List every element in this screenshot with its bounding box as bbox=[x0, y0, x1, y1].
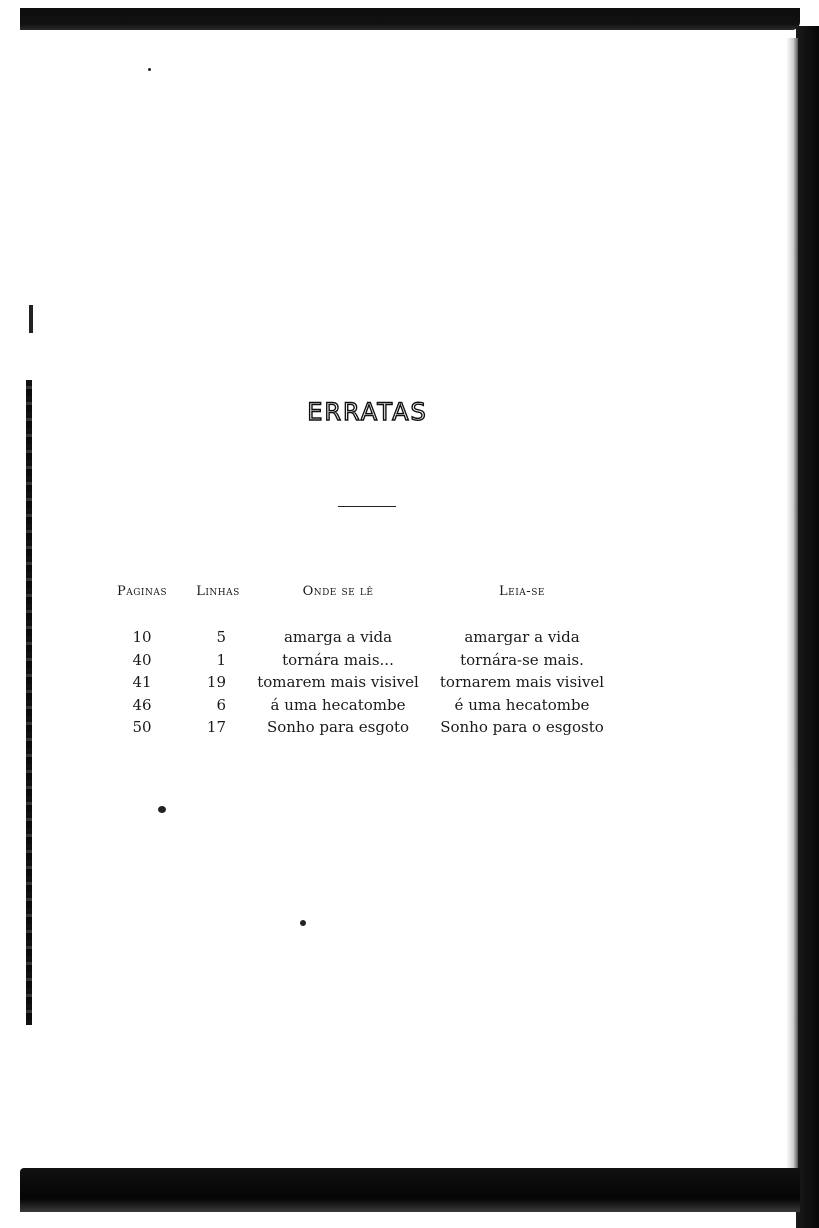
cell-leia-se: tornára-se mais. bbox=[460, 650, 584, 669]
scan-mark bbox=[29, 305, 33, 333]
cell-pagina: 41 bbox=[132, 673, 152, 691]
header-paginas: Paginas bbox=[116, 584, 168, 599]
page-edge-shadow bbox=[786, 38, 798, 1178]
table-row bbox=[108, 673, 628, 696]
cell-onde-se-le: amarga a vida bbox=[283, 628, 393, 646]
cell-onde-se-le: á uma hecatombe bbox=[270, 695, 406, 714]
cell-linha: 1 bbox=[216, 650, 226, 669]
cell-pagina: 46 bbox=[132, 695, 152, 714]
cell-onde-se-le: tornára mais... bbox=[282, 650, 394, 669]
page-title: ERRATAS bbox=[307, 398, 428, 426]
cell-leia-se: é uma hecatombe bbox=[454, 695, 590, 714]
scan-border-left bbox=[26, 380, 32, 1025]
cell-pagina: 10 bbox=[132, 628, 152, 646]
cell-leia-se: tornarem mais visivel bbox=[439, 673, 605, 691]
header-leia-se: Leia-se bbox=[499, 584, 545, 599]
cell-linha: 19 bbox=[206, 673, 226, 691]
table-row bbox=[108, 651, 628, 674]
scan-margin-top bbox=[0, 0, 819, 8]
cell-onde-se-le: Sonho para esgoto bbox=[266, 718, 410, 736]
table-header-row bbox=[108, 584, 628, 628]
table-row bbox=[108, 718, 628, 741]
ink-speck bbox=[300, 920, 306, 926]
cell-linha: 17 bbox=[206, 718, 226, 736]
errata-table bbox=[108, 584, 628, 741]
table-row bbox=[108, 696, 628, 719]
title-rule bbox=[338, 506, 396, 507]
table-row bbox=[108, 628, 628, 651]
cell-pagina: 50 bbox=[132, 718, 152, 736]
cell-linha: 5 bbox=[216, 628, 226, 646]
cell-leia-se: amargar a vida bbox=[464, 628, 580, 646]
scan-border-right bbox=[796, 26, 819, 1228]
header-onde-se-le: Onde se lê bbox=[302, 584, 374, 599]
cell-onde-se-le: tomarem mais visivel bbox=[257, 673, 419, 691]
cell-linha: 6 bbox=[216, 695, 226, 714]
cell-pagina: 40 bbox=[132, 650, 152, 669]
ink-speck bbox=[158, 806, 166, 813]
ink-speck bbox=[148, 68, 151, 71]
scan-border-bottom bbox=[20, 1168, 800, 1212]
header-linhas: Linhas bbox=[196, 584, 240, 599]
cell-leia-se: Sonho para o esgosto bbox=[440, 718, 604, 736]
